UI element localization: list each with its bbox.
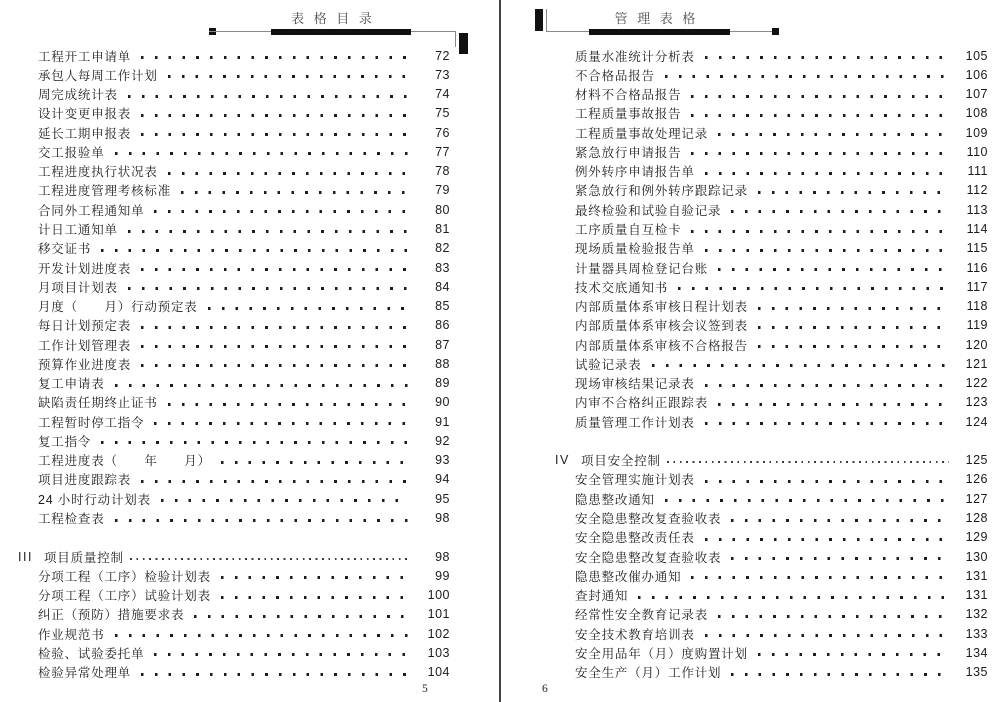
toc-entry-label: 技术交底通知书 — [575, 280, 669, 295]
toc-entry-label: 复工申请表 — [38, 377, 105, 392]
toc-entry-label: 试验记录表 — [575, 357, 642, 372]
dot-leader — [141, 673, 408, 676]
right-header-corner-line — [546, 9, 547, 32]
toc-entry — [38, 296, 450, 315]
toc-entry-label: 24 小时行动计划表 — [38, 492, 151, 507]
toc-entry-page: 100 — [427, 588, 450, 603]
dot-leader — [128, 287, 408, 290]
toc-entry — [38, 566, 450, 585]
toc-entry — [38, 489, 450, 508]
toc-entry — [38, 85, 450, 104]
toc-entry-label: 经常性安全教育记录表 — [575, 608, 709, 623]
dot-leader — [718, 268, 946, 271]
toc-entry-page: 86 — [435, 318, 450, 333]
dot-leader — [208, 307, 408, 310]
toc-entry-page: 132 — [965, 607, 988, 622]
toc-entry — [38, 470, 450, 489]
toc-entry — [575, 624, 988, 643]
toc-entry — [575, 219, 988, 238]
dot-leader — [141, 326, 408, 329]
toc-entry-page: 106 — [965, 67, 988, 82]
toc-entry — [575, 566, 988, 585]
toc-entry — [575, 200, 988, 219]
toc-entry-page: 82 — [435, 241, 450, 256]
toc-entry — [38, 200, 450, 219]
right-header-square-ornament — [772, 28, 779, 35]
dot-leader — [718, 133, 946, 136]
toc-entry-label: 安全技术教育培训表 — [575, 627, 695, 642]
toc-entry-page: 83 — [435, 260, 450, 275]
toc-entry — [575, 239, 988, 258]
toc-entry — [38, 239, 450, 258]
toc-entry — [38, 624, 450, 643]
toc-entry — [575, 393, 988, 412]
toc-entry-label: 安全用品年（月）度购置计划 — [575, 646, 748, 661]
dot-leader — [128, 95, 408, 98]
dot-leader — [758, 345, 946, 348]
dot-leader — [638, 596, 946, 599]
toc-entry-page: 131 — [965, 568, 988, 583]
toc-entry-label: 设计变更申报表 — [38, 107, 132, 122]
toc-entry-label: 紧急放行申请报告 — [575, 145, 682, 160]
toc-entry-page: 127 — [965, 491, 988, 506]
toc-entry — [575, 547, 988, 566]
toc-entry — [575, 85, 988, 104]
right-header-edge-bar — [535, 9, 543, 31]
left-page-folio: 5 — [422, 683, 428, 695]
toc-entry-page: 125 — [965, 453, 988, 468]
toc-entry-label: 月项目计划表 — [38, 280, 118, 295]
toc-entry — [575, 258, 988, 277]
dot-leader — [221, 596, 408, 599]
toc-entry-page: 87 — [435, 337, 450, 352]
toc-entry-page: 121 — [965, 356, 988, 371]
dot-leader — [705, 56, 946, 59]
section-numeral: III — [18, 549, 33, 564]
toc-entry-label: 缺陷责任期终止证书 — [38, 396, 158, 411]
left-page-title: 表 格 目 录 — [291, 11, 375, 26]
right-page-toc-list — [555, 46, 988, 682]
toc-entry — [38, 316, 450, 335]
toc-entry-label: 开发计划进度表 — [38, 261, 132, 276]
toc-entry-page: 99 — [435, 568, 450, 583]
dot-leader — [161, 499, 408, 502]
toc-entry — [575, 508, 988, 527]
toc-entry-page: 95 — [435, 491, 450, 506]
toc-entry-label: 工程开工申请单 — [38, 49, 132, 64]
dot-leader — [731, 673, 946, 676]
toc-entry — [38, 451, 450, 470]
dot-leader — [705, 172, 946, 175]
toc-entry-label: 每日计划预定表 — [38, 319, 132, 334]
dot-leader — [154, 210, 408, 213]
toc-entry-page: 113 — [966, 202, 988, 217]
dot-leader — [691, 152, 946, 155]
toc-entry-page: 76 — [435, 125, 450, 140]
dot-leader — [115, 634, 408, 637]
toc-entry-page: 115 — [966, 241, 988, 256]
toc-entry — [38, 277, 450, 296]
toc-entry-label: 分项工程（工序）试验计划表 — [38, 589, 211, 604]
dot-leader — [141, 268, 408, 271]
toc-entry — [38, 46, 450, 65]
dot-leader — [168, 172, 408, 175]
toc-entry-page: 126 — [965, 472, 988, 487]
toc-entry-label: 分项工程（工序）检验计划表 — [38, 569, 211, 584]
toc-entry — [575, 528, 988, 547]
left-header-corner-line — [455, 31, 456, 47]
toc-entry-page: 91 — [435, 414, 450, 429]
toc-entry-label: 工程进度表（ 年 月） — [38, 454, 211, 469]
dot-leader — [691, 114, 946, 117]
toc-entry — [575, 663, 988, 682]
toc-entry-page: 107 — [965, 87, 988, 102]
toc-entry-label: 现场审核结果记录表 — [575, 377, 695, 392]
dot-leader — [141, 345, 408, 348]
toc-entry-label: 例外转序申请报告单 — [575, 165, 695, 180]
page-gutter-divider — [499, 0, 501, 702]
toc-entry-label: 安全隐患整改复查验收表 — [575, 512, 722, 526]
toc-entry-label: 最终检验和试验自验记录 — [575, 203, 722, 218]
toc-entry — [575, 162, 988, 181]
toc-entry-page: 119 — [966, 318, 988, 333]
dot-leader — [154, 422, 408, 425]
toc-entry-page: 109 — [965, 125, 988, 140]
toc-entry-label: 计日工通知单 — [38, 223, 118, 238]
section-numeral: IV — [555, 453, 570, 468]
toc-entry-label: 合同外工程通知单 — [38, 203, 145, 218]
dot-leader — [194, 615, 408, 618]
toc-entry-page: 105 — [965, 48, 988, 63]
toc-entry-label: 安全管理实施计划表 — [575, 473, 695, 488]
toc-entry-label: 纠正（预防）措施要求表 — [38, 608, 185, 623]
toc-entry — [575, 316, 988, 335]
toc-entry — [38, 219, 450, 238]
dot-leader — [691, 230, 946, 233]
toc-entry-page: 116 — [966, 260, 988, 275]
toc-entry — [38, 181, 450, 200]
toc-entry — [38, 605, 450, 624]
dot-leader — [221, 461, 408, 464]
toc-entry-label: 检验、试验委托单 — [38, 646, 145, 661]
dot-leader — [141, 114, 408, 117]
toc-entry-label: 内部质量体系审核不合格报告 — [575, 338, 748, 353]
dot-leader — [731, 210, 946, 213]
toc-entry-page: 94 — [435, 472, 450, 487]
dot-leader — [652, 364, 946, 367]
dot-leader — [141, 56, 408, 59]
toc-entry — [575, 277, 988, 296]
toc-entry — [38, 585, 450, 604]
toc-entry — [575, 104, 988, 123]
toc-entry-label: 安全隐患整改复查验收表 — [575, 550, 722, 565]
toc-entry-page: 124 — [965, 414, 988, 429]
dot-leader — [705, 634, 946, 637]
dot-leader — [691, 95, 946, 98]
toc-entry — [38, 65, 450, 84]
toc-entry-page: 73 — [435, 67, 450, 82]
dot-leader — [678, 287, 946, 290]
toc-entry — [575, 412, 988, 431]
toc-entry — [38, 393, 450, 412]
dot-leader — [101, 441, 408, 444]
dot-leader — [141, 364, 408, 367]
toc-entry-label: 材料不合格品报告 — [575, 88, 682, 103]
toc-entry — [38, 374, 450, 393]
toc-entry — [38, 431, 450, 450]
toc-entry — [38, 412, 450, 431]
toc-entry-page: 88 — [435, 356, 450, 371]
dot-leader — [731, 557, 946, 560]
toc-entry — [38, 258, 450, 277]
dot-leader — [665, 499, 946, 502]
toc-entry-label: 交工报验单 — [38, 145, 105, 160]
toc-entry — [575, 354, 988, 373]
toc-entry-label: 预算作业进度表 — [38, 357, 132, 372]
toc-entry-page: 75 — [435, 106, 450, 121]
toc-entry-label: 工程进度执行状况表 — [38, 165, 158, 180]
toc-entry-label: 查封通知 — [575, 589, 629, 604]
toc-entry-page: 79 — [435, 183, 450, 198]
toc-entry-label: 现场质量检验报告单 — [575, 242, 695, 257]
toc-entry — [575, 142, 988, 161]
dot-leader — [665, 75, 946, 78]
toc-entry-page: 130 — [965, 549, 988, 564]
dot-leader — [758, 191, 946, 194]
toc-entry-page: 77 — [435, 144, 450, 159]
dot-leader — [731, 519, 946, 522]
right-page-title: 管 理 表 格 — [614, 11, 699, 26]
toc-entry — [38, 142, 450, 161]
toc-entry-label: 工程质量事故报告 — [575, 107, 682, 122]
toc-entry-page: 81 — [435, 222, 450, 237]
toc-entry-page: 78 — [435, 164, 450, 179]
toc-entry — [575, 296, 988, 315]
toc-entry — [38, 335, 450, 354]
toc-entry-label: 承包人每周工作计划 — [38, 68, 158, 83]
toc-entry-page: 74 — [435, 87, 450, 102]
toc-entry-page: 131 — [965, 588, 988, 603]
toc-entry-page: 133 — [965, 626, 988, 641]
toc-entry-label: 工程检查表 — [38, 512, 105, 526]
toc-entry-page: 101 — [427, 607, 450, 622]
dot-leader — [705, 538, 946, 541]
toc-entry-page: 93 — [435, 453, 450, 468]
toc-entry-page: 92 — [435, 433, 450, 448]
toc-entry-page: 84 — [435, 279, 450, 294]
toc-entry — [38, 663, 450, 682]
toc-entry-label: 项目进度跟踪表 — [38, 473, 132, 488]
dot-leader — [168, 75, 408, 78]
dot-leader — [115, 519, 408, 522]
toc-entry — [575, 489, 988, 508]
toc-entry-label: 内审不合格纠正跟踪表 — [575, 396, 709, 411]
toc-entry-label: 月度（ 月）行动预定表 — [38, 300, 198, 315]
dot-leader — [168, 403, 408, 406]
left-page-toc-list — [18, 46, 450, 682]
toc-entry-page: 103 — [427, 645, 450, 660]
toc-entry-page: 110 — [966, 144, 988, 159]
toc-entry-label: 内部质量体系审核会议签到表 — [575, 319, 748, 334]
toc-entry-label: 检验异常处理单 — [38, 666, 132, 681]
dot-leader — [691, 576, 946, 579]
toc-entry-page: 90 — [435, 395, 450, 410]
toc-entry-page: 118 — [966, 299, 988, 314]
toc-entry-label: 延长工期申报表 — [38, 126, 132, 141]
dot-leader — [758, 653, 946, 656]
dot-leader — [141, 133, 408, 136]
toc-entry-label: 项目安全控制 — [581, 454, 661, 469]
toc-entry — [575, 605, 988, 624]
toc-entry-label: 复工指令 — [38, 434, 92, 449]
toc-entry-label: 隐患整改通知 — [575, 492, 655, 507]
toc-entry — [575, 643, 988, 662]
dot-leader — [705, 249, 946, 252]
toc-entry-page: 102 — [427, 626, 450, 641]
dot-leader — [758, 326, 946, 329]
toc-entry-page: 135 — [965, 665, 988, 680]
toc-entry-label: 安全隐患整改责任表 — [575, 531, 695, 546]
toc-section-heading — [18, 547, 450, 566]
toc-entry-label: 紧急放行和例外转序跟踪记录 — [575, 184, 748, 199]
right-page-folio: 6 — [542, 683, 548, 695]
toc-entry — [575, 374, 988, 393]
dot-leader — [667, 461, 949, 463]
toc-entry — [575, 335, 988, 354]
toc-entry-page: 129 — [965, 530, 988, 545]
toc-entry-label: 安全生产（月）工作计划 — [575, 666, 722, 681]
toc-entry-page: 111 — [967, 164, 988, 179]
right-header-thick-bar — [589, 29, 730, 35]
toc-entry-page: 122 — [965, 376, 988, 391]
dot-leader — [154, 653, 408, 656]
toc-entry-page: 114 — [966, 222, 988, 237]
toc-entry — [38, 508, 450, 527]
dot-leader — [718, 403, 946, 406]
dot-leader — [115, 152, 408, 155]
toc-entry-page: 117 — [966, 279, 988, 294]
toc-entry-page: 98 — [435, 549, 450, 564]
dot-leader — [181, 191, 408, 194]
dot-leader — [130, 558, 411, 560]
toc-entry-page: 72 — [435, 48, 450, 63]
toc-entry — [38, 643, 450, 662]
toc-entry-label: 内部质量体系审核日程计划表 — [575, 300, 748, 315]
dot-leader — [221, 576, 408, 579]
toc-entry-label: 质量水准统计分析表 — [575, 49, 695, 64]
left-header-edge-bar — [459, 33, 468, 54]
toc-entry-label: 周完成统计表 — [38, 88, 118, 103]
toc-entry-label: 工作计划管理表 — [38, 338, 132, 353]
toc-entry-page: 120 — [965, 337, 988, 352]
toc-entry-label: 质量管理工作计划表 — [575, 415, 695, 430]
dot-leader — [101, 249, 408, 252]
toc-entry — [575, 181, 988, 200]
dot-leader — [718, 615, 946, 618]
dot-leader — [705, 422, 946, 425]
toc-entry — [38, 354, 450, 373]
dot-leader — [705, 384, 946, 387]
toc-entry-page: 134 — [965, 645, 988, 660]
toc-entry-page: 80 — [435, 202, 450, 217]
toc-entry-page: 112 — [966, 183, 988, 198]
toc-entry-label: 移交证书 — [38, 242, 92, 257]
toc-entry-page: 104 — [427, 665, 450, 680]
toc-entry-label: 工序质量自互检卡 — [575, 223, 682, 238]
toc-entry-label: 作业规范书 — [38, 627, 105, 642]
toc-entry — [575, 470, 988, 489]
toc-entry — [575, 123, 988, 142]
toc-entry — [38, 162, 450, 181]
toc-entry-label: 工程暂时停工指令 — [38, 415, 145, 430]
toc-entry — [575, 46, 988, 65]
toc-entry-page: 85 — [435, 299, 450, 314]
toc-entry-label: 不合格品报告 — [575, 68, 655, 83]
toc-entry — [575, 585, 988, 604]
dot-leader — [128, 230, 408, 233]
toc-entry — [38, 104, 450, 123]
toc-entry-page: 123 — [965, 395, 988, 410]
toc-entry-label: 工程质量事故处理记录 — [575, 126, 709, 141]
toc-entry-label: 隐患整改催办通知 — [575, 569, 682, 584]
toc-entry-page: 98 — [435, 511, 450, 525]
toc-entry — [38, 123, 450, 142]
toc-entry — [575, 65, 988, 84]
toc-section-heading — [555, 451, 988, 470]
toc-entry-label: 工程进度管理考核标准 — [38, 184, 172, 199]
left-header-thick-bar — [271, 29, 411, 35]
dot-leader — [758, 307, 946, 310]
toc-entry-page: 128 — [965, 511, 988, 525]
dot-leader — [705, 480, 946, 483]
toc-entry-label: 计量器具周检登记台账 — [575, 261, 709, 276]
dot-leader — [141, 480, 408, 483]
toc-entry-page: 89 — [435, 376, 450, 391]
dot-leader — [115, 384, 408, 387]
toc-entry-label: 项目质量控制 — [44, 550, 124, 565]
toc-entry-page: 108 — [965, 106, 988, 121]
